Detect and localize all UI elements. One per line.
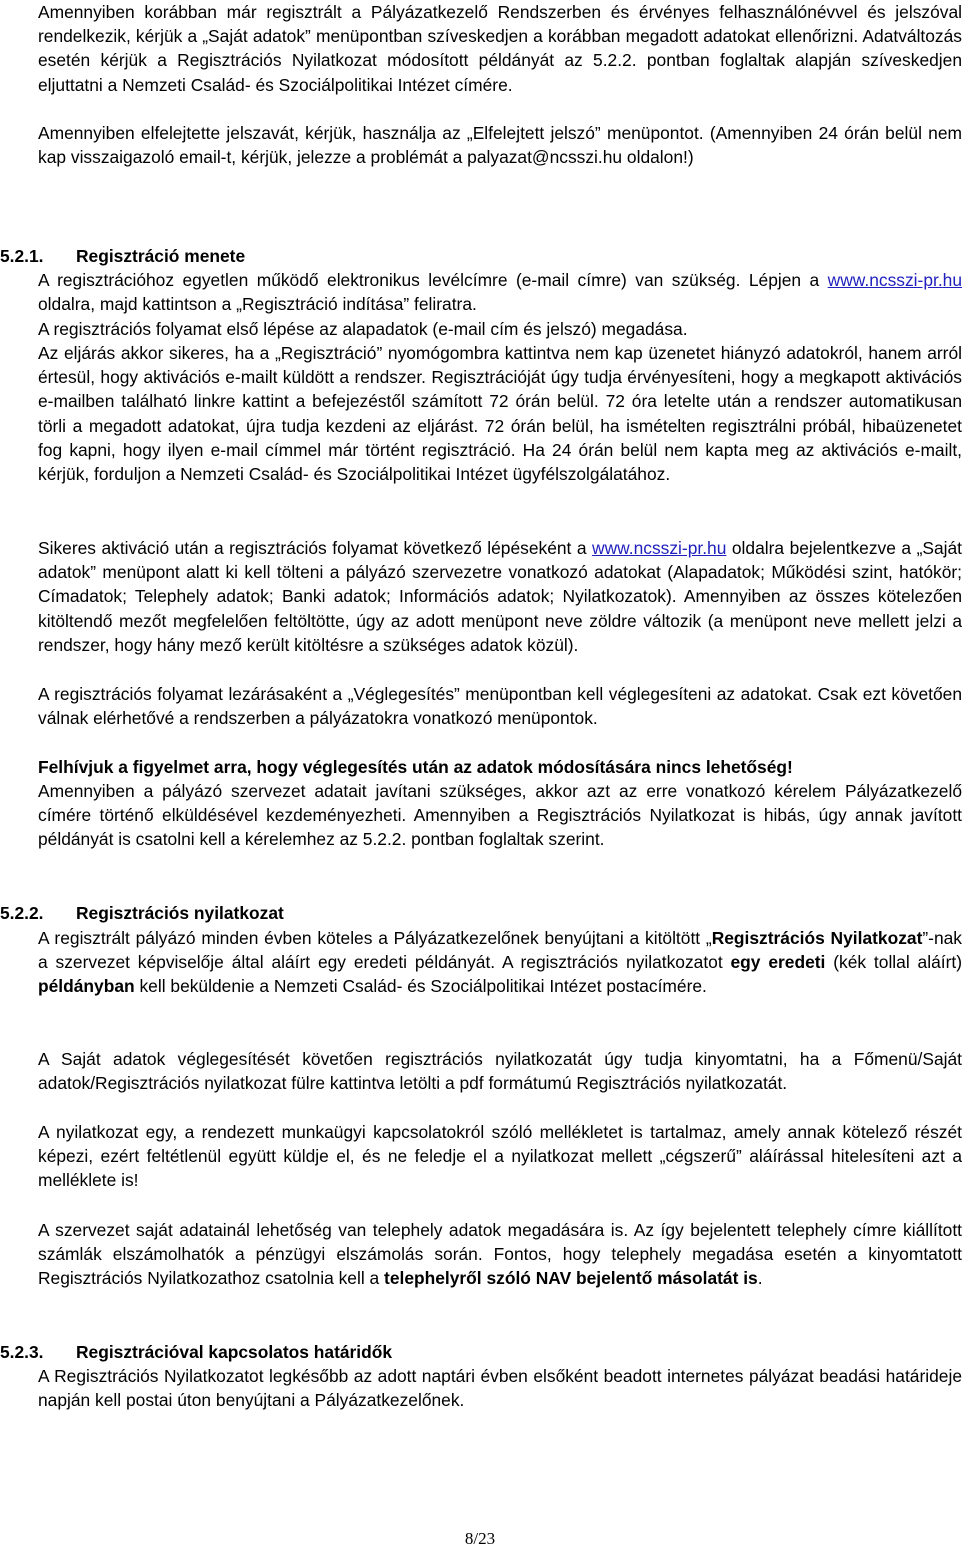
warning-notice: Felhívjuk a figyelmet arra, hogy véglegesítés után az adatok módosítására nincs lehetőség! bbox=[38, 757, 793, 777]
declaration-attachment-paragraph: A nyilatkozat egy, a rendezett munkaügyi kapcsolatokról szóló mellékletet is tartalmaz, amely annak kötelező részét képezi, ezért feltétlenül együtt küldje el, és ne feledje el a nyilatkozat mellett „cégszerű” aláírással hitelesíteni azt a melléklete is! bbox=[38, 1122, 962, 1191]
registration-start-paragraph: A regisztrációhoz egyetlen működő elektronikus levélcímre (e-mail címre) van szükség. Lépjen a www.ncsszi-pr.hu oldalra, majd kattintson a „Regisztráció indítása” feliratra. bbox=[38, 270, 962, 315]
declaration-requirement-paragraph: A regisztrált pályázó minden évben köteles a Pályázatkezelőnek benyújtani a kitöltött „Regisztrációs Nyilatkozat”-nak a szervezet képviselője által aláírt egy eredeti példányát. A regisztrációs nyilatkozatot egy eredeti (kék tollal aláírt) példányban kell beküldenie a Nemzeti Család- és Szociálpolitikai Intézet postacímére. bbox=[38, 928, 962, 997]
registration-success-paragraph: Az eljárás akkor sikeres, ha a „Regisztráció” nyomógombra kattintva nem kap üzenetet hiányzó adatokról, hanem arról értesül, hogy aktivációs e-mailt küldött a rendszer. Regisztrációját úgy tudja érvényesíteni, hogy a megkapott aktivációs e-mailben található linkre kattint a befejezéstől számított 72 órán belül. 72 óra letelte után a rendszer automatikusan törli a megadott adatokat, újra tudja kezdeni az eljárást. 72 órán belül, ha ismételten regisztrálni próbál, hibaüzenetet fog kapni, hogy ilyen e-mail címmel már történt regisztráció. Ha 24 órán belül nem kapta meg az aktivációs e-mailt, kérjük, forduljon a Nemzeti Család- és Szociálpolitikai Intézet ügyfélszolgálatához. bbox=[38, 343, 962, 485]
ncsszi-pr-link-tld[interactable]: hu bbox=[707, 538, 727, 558]
activation-paragraph: Sikeres aktiváció után a regisztrációs folyamat következő lépéseként a www.ncsszi-pr.hu oldalra bejelentkezve a „Saját adatok” menüpont alatt ki kell tölteni a pályázó szervezetre vonatkozó adatokat (Alapadatok; Működési szint, hatókör; Címadatok; Telephely adatok; Banki adatok; Információs adatok; Nyilatkozatok). Amennyiben az összes kötelezően kitöltendő mezőt megfelelően feltöltötte, úgy az adott menüpont neve zöldre változik (a menüpont neve mellett jelzi a rendszer, hogy hány mező került kitöltésre a szükséges adatok közül). bbox=[38, 538, 962, 655]
deadline-paragraph: A Regisztrációs Nyilatkozatot legkésőbb az adott naptári évben elsőként beadott internetes pályázat beadási határideje napján kell postai úton benyújtani a Pályázatkezelőnek. bbox=[38, 1366, 962, 1411]
site-data-paragraph: A szervezet saját adatainál lehetőség van telephely adatok megadására is. Az így bejelentett telephely címre kiállított számlák elszámolhatók a pénzügyi elszámolás során. Fontos, hogy telephely megadása esetén a kinyomtatott Regisztrációs Nyilatkozathoz csatolnia kell a telephelyről szóló NAV bejelentő másolatát is. bbox=[38, 1220, 962, 1289]
section-title: Regisztrációval kapcsolatos határidők bbox=[76, 1342, 393, 1362]
intro-paragraph-password: Amennyiben elfelejtette jelszavát, kérjük, használja az „Elfelejtett jelszó” menüpontot. (Amennyiben 24 órán belül nem kap visszaigazoló email-t, kérjük, jelezze a problémát a palyazat@ncsszi.hu oldalon!) bbox=[38, 123, 962, 168]
section-number: 5.2.3. bbox=[0, 1342, 44, 1362]
intro-paragraph-registered: Amennyiben korábban már regisztrált a Pályázatkezelő Rendszerben és érvényes felhasználónévvel és jelszóval rendelkezik, kérjük a „Saját adatok” menüpontban szíveskedjen a korábban megadott adatokat ellenőrizni. Adatváltozás esetén kérjük a Regisztrációs Nyilatkozat módosított példányát az 5.2.2. pontban foglaltak alapján szíveskedjen eljuttatni a Nemzeti Család- és Szociálpolitikai Intézet címére. bbox=[38, 2, 962, 95]
finalization-paragraph: A regisztrációs folyamat lezárásaként a „Véglegesítés” menüpontban kell véglegesíteni az adatokat. Csak ezt követően válnak elérhetővé a rendszerben a pályázatokra vonatkozó menüpontok. bbox=[38, 684, 962, 729]
section-number: 5.2.2. bbox=[0, 903, 44, 923]
ncsszi-pr-link[interactable]: www.ncsszi-pr. bbox=[827, 270, 943, 290]
section-title: Regisztráció menete bbox=[76, 246, 246, 266]
section-title: Regisztrációs nyilatkozat bbox=[76, 903, 284, 923]
registration-first-step-paragraph: A regisztrációs folyamat első lépése az alapadatok (e-mail cím és jelszó) megadása. bbox=[38, 319, 688, 339]
page-number: 8/23 bbox=[464, 1529, 496, 1548]
correction-paragraph: Amennyiben a pályázó szervezet adatait javítani szükséges, akkor azt az erre vonatkozó kérelem Pályázatkezelő címére történő elküldésével kezdeményezheti. Amennyiben a Regisztrációs Nyilatkozat is hibás, úgy annak javított példányát is csatolni kell a kérelemhez az 5.2.2. pontban foglaltak szerint. bbox=[38, 781, 962, 850]
section-number: 5.2.1. bbox=[0, 246, 44, 266]
ncsszi-pr-link-tld[interactable]: hu bbox=[942, 270, 962, 290]
ncsszi-pr-link[interactable]: www.ncsszi-pr. bbox=[592, 538, 708, 558]
declaration-print-paragraph: A Saját adatok véglegesítését követően regisztrációs nyilatkozatát úgy tudja kinyomtatni, ha a Főmenü/Saját adatok/Regisztrációs nyilatkozat fülre kattintva letölti a pdf formátumú Regisztrációs nyilatkozatát. bbox=[38, 1049, 962, 1094]
